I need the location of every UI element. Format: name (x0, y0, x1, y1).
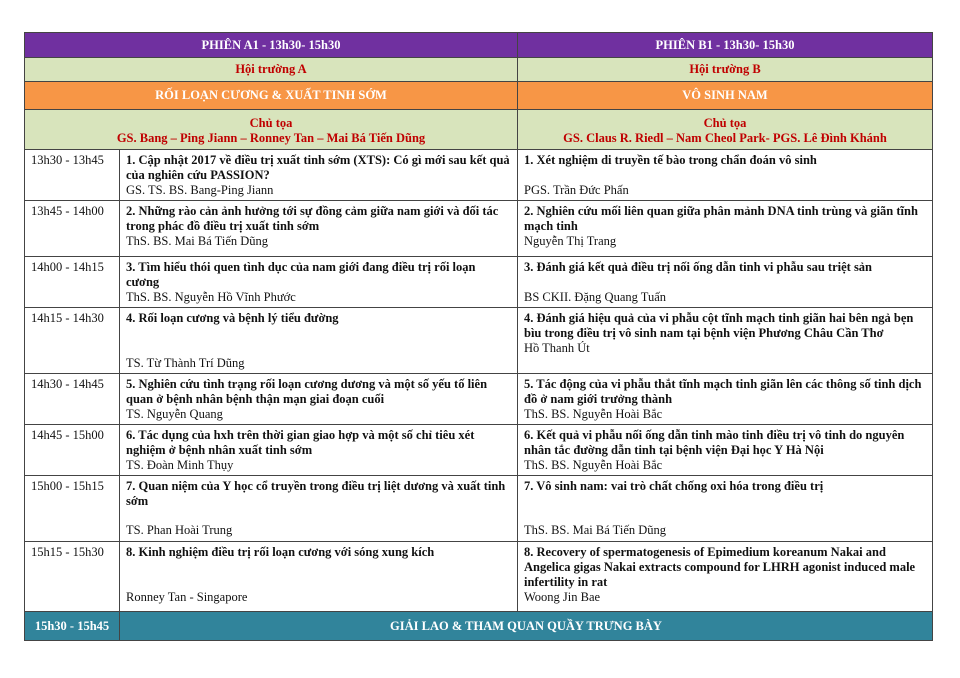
talk-b-title: 5. Tác động của vi phẫu thắt tĩnh mạch tinh giãn lên các thông số tinh dịch đồ ở nam giới trưởng thành (524, 377, 922, 406)
talk-a-speaker: GS. TS. BS. Bang-Ping Jiann (126, 183, 274, 197)
talk-b-title: 3. Đánh giá kết quả điều trị nối ống dẫn tinh vi phẫu sau triệt sản (524, 260, 873, 274)
talk-b-speaker: PGS. Trần Đức Phấn (524, 183, 629, 197)
talk-b (518, 201, 933, 257)
topic-row (25, 82, 933, 110)
talk-b-speaker: ThS. BS. Mai Bá Tiến Dũng (524, 523, 667, 537)
session-b-header: PHIÊN B1 - 13h30- 15h30 (518, 33, 933, 58)
program-sheet (24, 32, 932, 641)
talk-b-speaker: Hồ Thanh Út (524, 341, 590, 355)
talk-b-title: 7. Vô sinh nam: vai trò chất chống oxi hóa trong điều trị (524, 479, 824, 493)
chair-a (25, 110, 518, 150)
session-a-header: PHIÊN A1 - 13h30- 15h30 (25, 33, 518, 58)
talk-a-speaker: TS. Đoàn Minh Thụy (126, 458, 234, 472)
topic-a: RỐI LOẠN CƯƠNG & XUẤT TINH SỚM (25, 82, 518, 110)
program-table (24, 32, 933, 641)
hall-row (25, 58, 933, 82)
talk-b-title: 4. Đánh giá hiệu quả của vi phẫu cột tĩnh mạch tinh giãn hai bên ngả bẹn bìu trong điều trị vô sinh nam tại bệnh viện Phương Châu Cần Thơ (524, 311, 914, 340)
chair-b-names: GS. Claus R. Riedl – Nam Cheol Park- PGS. Lê Đình Khánh (563, 130, 887, 145)
time-slot: 14h30 - 14h45 (25, 374, 120, 425)
talk-a-title: 1. Cập nhật 2017 về điều trị xuất tinh sớm (XTS): Có gì mới sau kết quả của nghiên cứu PASSION? (126, 153, 510, 182)
hall-a: Hội trường A (25, 58, 518, 82)
talk-b-title: 1. Xét nghiệm di truyền tế bào trong chẩn đoán vô sinh (524, 153, 817, 167)
chair-a-label: Chủ tọa (249, 115, 293, 130)
talk-a (120, 374, 518, 425)
hall-b: Hội trường B (518, 58, 933, 82)
talk-b (518, 425, 933, 476)
chair-b (518, 110, 933, 150)
chair-row (25, 110, 933, 150)
session-header-row (25, 33, 933, 58)
talk-b (518, 542, 933, 612)
talk-a (120, 150, 518, 201)
talk-b-title: 2. Nghiên cứu mối liên quan giữa phân mảnh DNA tinh trùng và giãn tĩnh mạch tinh (524, 204, 918, 233)
talk-b (518, 476, 933, 542)
talk-a-speaker: Ronney Tan - Singapore (126, 590, 248, 604)
chair-a-names: GS. Bang – Ping Jiann – Ronney Tan – Mai Bá Tiến Dũng (116, 130, 426, 145)
talk-a (120, 542, 518, 612)
break-row (25, 612, 933, 641)
talk-a (120, 257, 518, 308)
talk-a (120, 476, 518, 542)
talk-a-title: 3. Tìm hiểu thói quen tình dục của nam giới đang điều trị rối loạn cương (126, 260, 476, 289)
talk-b-title: 6. Kết quả vi phẫu nối ống dẫn tinh mào tinh điều trị vô tinh do nguyên nhân tắc đường dẫn tinh tại bệnh viện Đại học Y Hà Nội (524, 428, 905, 457)
talk-b-title: 8. Recovery of spermatogenesis of Epimedium koreanum Nakai and Angelica gigas Nakai extracts compound for LHRH agonist induced male infertility in rat (524, 545, 916, 589)
schedule-row (25, 257, 933, 308)
talk-a (120, 308, 518, 374)
talk-a-title: 8. Kinh nghiệm điều trị rối loạn cương với sóng xung kích (126, 545, 435, 559)
schedule-row (25, 542, 933, 612)
talk-a-speaker: ThS. BS. Nguyễn Hồ Vĩnh Phước (126, 290, 296, 304)
talk-b-speaker: Woong Jin Bae (524, 590, 601, 604)
talk-a-title: 5. Nghiên cứu tình trạng rối loạn cương dương và một số yếu tố liên quan ở bệnh nhân bệnh thận mạn giai đoạn cuối (126, 377, 488, 406)
schedule-row (25, 374, 933, 425)
time-slot: 14h45 - 15h00 (25, 425, 120, 476)
talk-a-speaker: TS. Phan Hoài Trung (126, 523, 233, 537)
schedule-row (25, 201, 933, 257)
schedule-row (25, 308, 933, 374)
break-label: GIẢI LAO & THAM QUAN QUẦY TRƯNG BÀY (120, 612, 933, 641)
chair-b-label: Chủ tọa (703, 115, 747, 130)
schedule-row (25, 150, 933, 201)
time-slot: 15h00 - 15h15 (25, 476, 120, 542)
talk-b (518, 374, 933, 425)
talk-b (518, 150, 933, 201)
schedule-row (25, 425, 933, 476)
time-slot: 13h45 - 14h00 (25, 201, 120, 257)
time-slot: 15h15 - 15h30 (25, 542, 120, 612)
talk-a (120, 201, 518, 257)
time-slot: 13h30 - 13h45 (25, 150, 120, 201)
talk-b-speaker: ThS. BS. Nguyễn Hoài Bắc (524, 407, 663, 421)
talk-b (518, 308, 933, 374)
time-slot: 14h15 - 14h30 (25, 308, 120, 374)
talk-b-speaker: BS CKII. Đặng Quang Tuấn (524, 290, 667, 304)
talk-a (120, 425, 518, 476)
talk-b (518, 257, 933, 308)
talk-b-speaker: ThS. BS. Nguyễn Hoài Bắc (524, 458, 663, 472)
talk-a-title: 7. Quan niệm của Y học cổ truyền trong điều trị liệt dương và xuất tinh sớm (126, 479, 506, 508)
talk-a-title: 4. Rối loạn cương và bệnh lý tiểu đường (126, 311, 339, 325)
talk-a-speaker: TS. Từ Thành Trí Dũng (126, 356, 245, 370)
schedule-row (25, 476, 933, 542)
topic-b: VÔ SINH NAM (518, 82, 933, 110)
talk-a-speaker: ThS. BS. Mai Bá Tiến Dũng (126, 234, 269, 248)
talk-a-title: 6. Tác dụng của hxh trên thời gian giao hợp và một số chỉ tiêu xét nghiệm ở bệnh nhân xuất tinh sớm (126, 428, 475, 457)
talk-a-title: 2. Những rào cản ảnh hưởng tới sự đồng cảm giữa nam giới và đối tác trong phác đồ điều trị xuất tinh sớm (126, 204, 499, 233)
talk-b-speaker: Nguyễn Thị Trang (524, 234, 617, 248)
break-time: 15h30 - 15h45 (25, 612, 120, 641)
talk-a-speaker: TS. Nguyễn Quang (126, 407, 223, 421)
time-slot: 14h00 - 14h15 (25, 257, 120, 308)
